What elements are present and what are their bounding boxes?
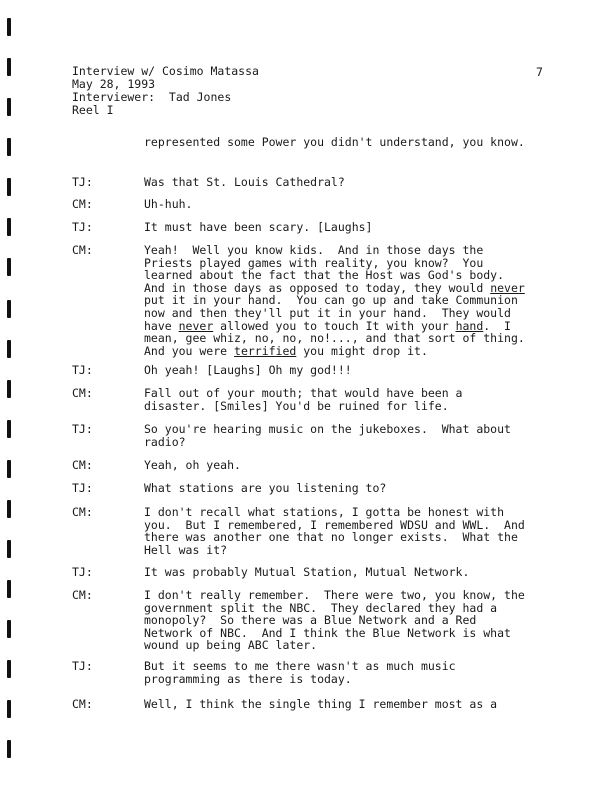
binding-mark bbox=[7, 18, 11, 36]
header-date: May 28, 1993 bbox=[72, 77, 156, 91]
speaker-label: CM: bbox=[72, 505, 93, 519]
binding-mark bbox=[7, 460, 11, 478]
utterance-text: But it seems to me there wasn't as much music programming as there is today. bbox=[144, 659, 456, 686]
binding-mark bbox=[7, 300, 11, 318]
speaker-label: CM: bbox=[72, 588, 93, 602]
speaker-label: CM: bbox=[72, 386, 93, 400]
binding-mark bbox=[7, 420, 11, 438]
speaker-label: TJ: bbox=[72, 220, 93, 234]
binding-mark bbox=[7, 580, 11, 598]
binding-mark bbox=[7, 258, 11, 276]
header-title: Interview w/ Cosimo Matassa bbox=[72, 64, 259, 78]
utterance-text: What stations are you listening to? bbox=[144, 481, 387, 495]
utterance-text: I don't recall what stations, I gotta be honest with you. But I remembered, I remembered WDSU and WWL. And there was another one that no longer exists. What the Hell was it? bbox=[144, 505, 525, 557]
binding-mark bbox=[7, 340, 11, 358]
utterance-text: Yeah, oh yeah. bbox=[144, 458, 241, 472]
speaker-label: TJ: bbox=[72, 363, 93, 377]
binding-mark bbox=[7, 660, 11, 678]
header-interviewer: Interviewer: Tad Jones bbox=[72, 90, 232, 104]
binding-mark bbox=[7, 98, 11, 116]
utterance-text: Was that St. Louis Cathedral? bbox=[144, 175, 345, 189]
speaker-label: TJ: bbox=[72, 175, 93, 189]
utterance-text: Uh-huh. bbox=[144, 197, 193, 211]
speaker-label: TJ: bbox=[72, 481, 93, 495]
utterance-text: So you're hearing music on the jukeboxes. What about radio? bbox=[144, 422, 511, 449]
speaker-label: CM: bbox=[72, 243, 93, 257]
binding-mark bbox=[7, 740, 11, 758]
speaker-label: TJ: bbox=[72, 422, 93, 436]
utterance-text: It must have been scary. [Laughs] bbox=[144, 220, 373, 234]
binding-mark bbox=[7, 540, 11, 558]
utterance-text: Well, I think the single thing I remember most as a bbox=[144, 697, 498, 711]
utterance-text: Fall out of your mouth; that would have been a disaster. [Smiles] You'd be ruined for life. bbox=[144, 386, 463, 413]
page-number: 7 bbox=[536, 65, 543, 79]
binding-mark bbox=[7, 700, 11, 718]
continuation-text: represented some Power you didn't understand, you know. bbox=[144, 135, 525, 149]
speaker-label: CM: bbox=[72, 697, 93, 711]
header-reel: Reel I bbox=[72, 103, 114, 117]
utterance-text: Oh yeah! [Laughs] Oh my god!!! bbox=[144, 363, 352, 377]
document-header bbox=[72, 65, 259, 117]
speaker-label: CM: bbox=[72, 458, 93, 472]
binding-mark bbox=[7, 138, 11, 156]
binding-mark bbox=[7, 500, 11, 518]
binding-mark bbox=[7, 218, 11, 236]
speaker-label: CM: bbox=[72, 197, 93, 211]
binding-mark bbox=[7, 58, 11, 76]
binding-mark bbox=[7, 178, 11, 196]
binding-mark bbox=[7, 620, 11, 638]
speaker-label: TJ: bbox=[72, 659, 93, 673]
utterance-text: I don't really remember. There were two, you know, the government split the NBC. They declared they had a monopoly? So there was a Blue Network and a Red Network of NBC. And I think the Blue Network is what wound up being ABC later. bbox=[144, 588, 525, 653]
utterance-text: It was probably Mutual Station, Mutual Network. bbox=[144, 565, 470, 579]
speaker-label: TJ: bbox=[72, 565, 93, 579]
binding-mark bbox=[7, 380, 11, 398]
utterance-text: Yeah! Well you know kids. And in those days the Priests played games with reality, you know? You learned about the fact that the Host was God's body. And in those days as opposed to today, they would never put it in your hand. You can go up and take Communion now and then they'll put it in your hand. They would have never allowed you to touch It with your hand. I mean, gee whiz, no, no, no!..., and that sort of thing. And you were terrified you might drop it. bbox=[144, 243, 525, 358]
